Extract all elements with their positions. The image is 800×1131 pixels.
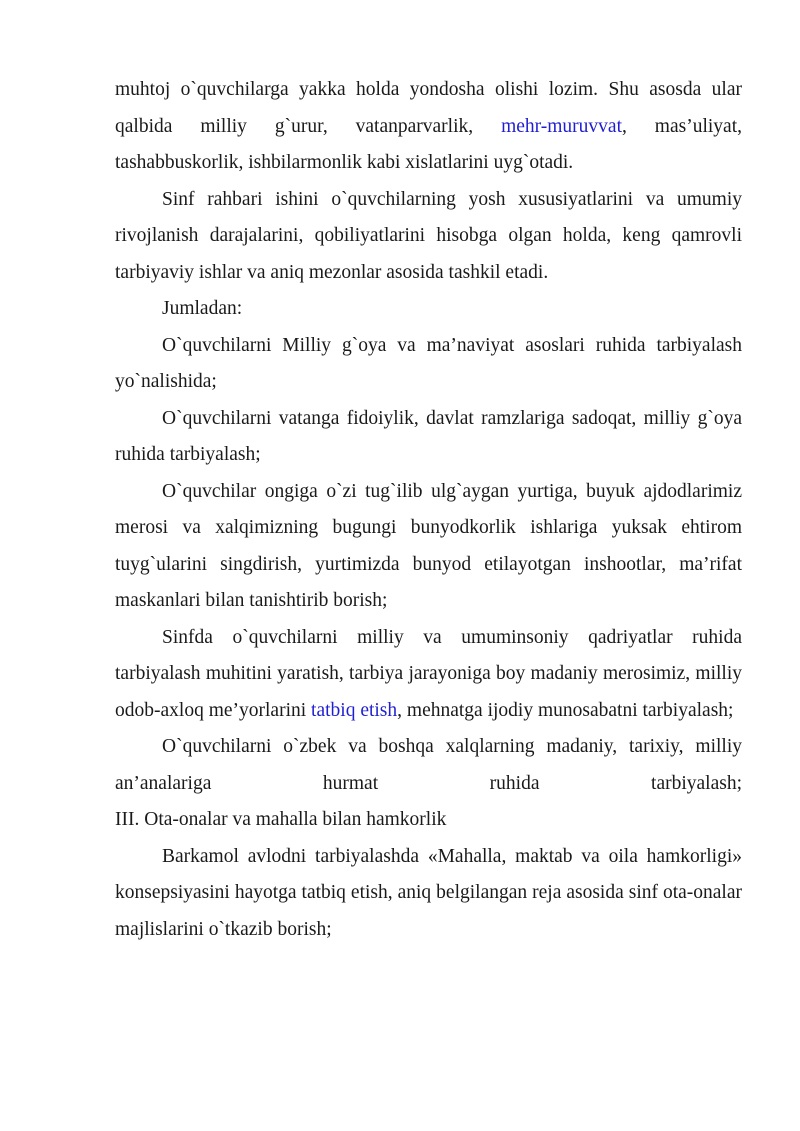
paragraph-2: Sinf rahbari ishini o`quvchilarning yosh xususiyatlarini va umumiy rivojlanish darajalarini, qobiliyatlarini hisobga olgan holda, keng qamrovli tarbiyaviy ishlar va aniq mezonlar asosida tashkil etadi.: [115, 188, 742, 283]
tatbiq-etish-link[interactable]: tatbiq etish: [311, 699, 398, 721]
paragraph-7: [115, 620, 742, 730]
document-page: [115, 72, 742, 948]
paragraph-6: O`quvchilar ongiga o`zi tug`ilib ulg`aygan yurtiga, buyuk ajdodlarimiz merosi va xalqimizning bugungi bunyodkorlik ishlariga yuksak ehtirom tuyg`ularini singdirish, yurtimizda bunyod etilayotgan inshootlar, ma’rifat maskanlari bilan tanishtirib borish;: [115, 480, 742, 611]
paragraph-7-text-start: Sinfda o`quvchilarni milliy va umuminsoniy qadriyatlar ruhida tarbiyalash muhitini yaratish, tarbiya jarayoniga boy madaniy merosimiz, milliy odob-axloq me’yorlarini: [115, 626, 742, 721]
paragraph-5: O`quvchilarni vatanga fidoiylik, davlat ramzlariga sadoqat, milliy g`oya ruhida tarbiyalash;: [115, 407, 742, 465]
paragraph-3: Jumladan:: [162, 298, 243, 319]
paragraph-9: Barkamol avlodni tarbiyalashda «Mahalla, maktab va oila hamkorligi» konsepsiyasini hayotga tatbiq etish, aniq belgilangan reja asosida sinf ota-onalar majlislarini o`tkazib borish;: [115, 845, 742, 940]
paragraph-4: O`quvchilarni Milliy g`oya va ma’naviyat asoslari ruhida tarbiyalash yo`nalishida;: [115, 334, 742, 392]
paragraph-8: O`quvchilarni o`zbek va boshqa xalqlarning madaniy, tarixiy, milliy an’analariga hurmat ruhida tarbiyalash;: [115, 736, 742, 794]
section-heading: III. Ota-onalar va mahalla bilan hamkorlik: [115, 809, 447, 830]
paragraph-7-text-end: , mehnatga ijodiy munosabatni tarbiyalash;: [397, 699, 734, 721]
paragraph-1-text-end: , mas’uliyat, tashabbuskorlik, ishbilarmonlik kabi xislatlarini uyg`otadi.: [115, 115, 742, 173]
paragraph-1: [115, 72, 742, 182]
paragraph-1-text-start: muhtoj o`quvchilarga yakka holda yondosha olishi lozim. Shu asosda ular qalbida milliy g`urur, vatanparvarlik,: [115, 79, 742, 137]
mehr-muruvvat-link[interactable]: mehr-muruvvat: [501, 115, 622, 137]
